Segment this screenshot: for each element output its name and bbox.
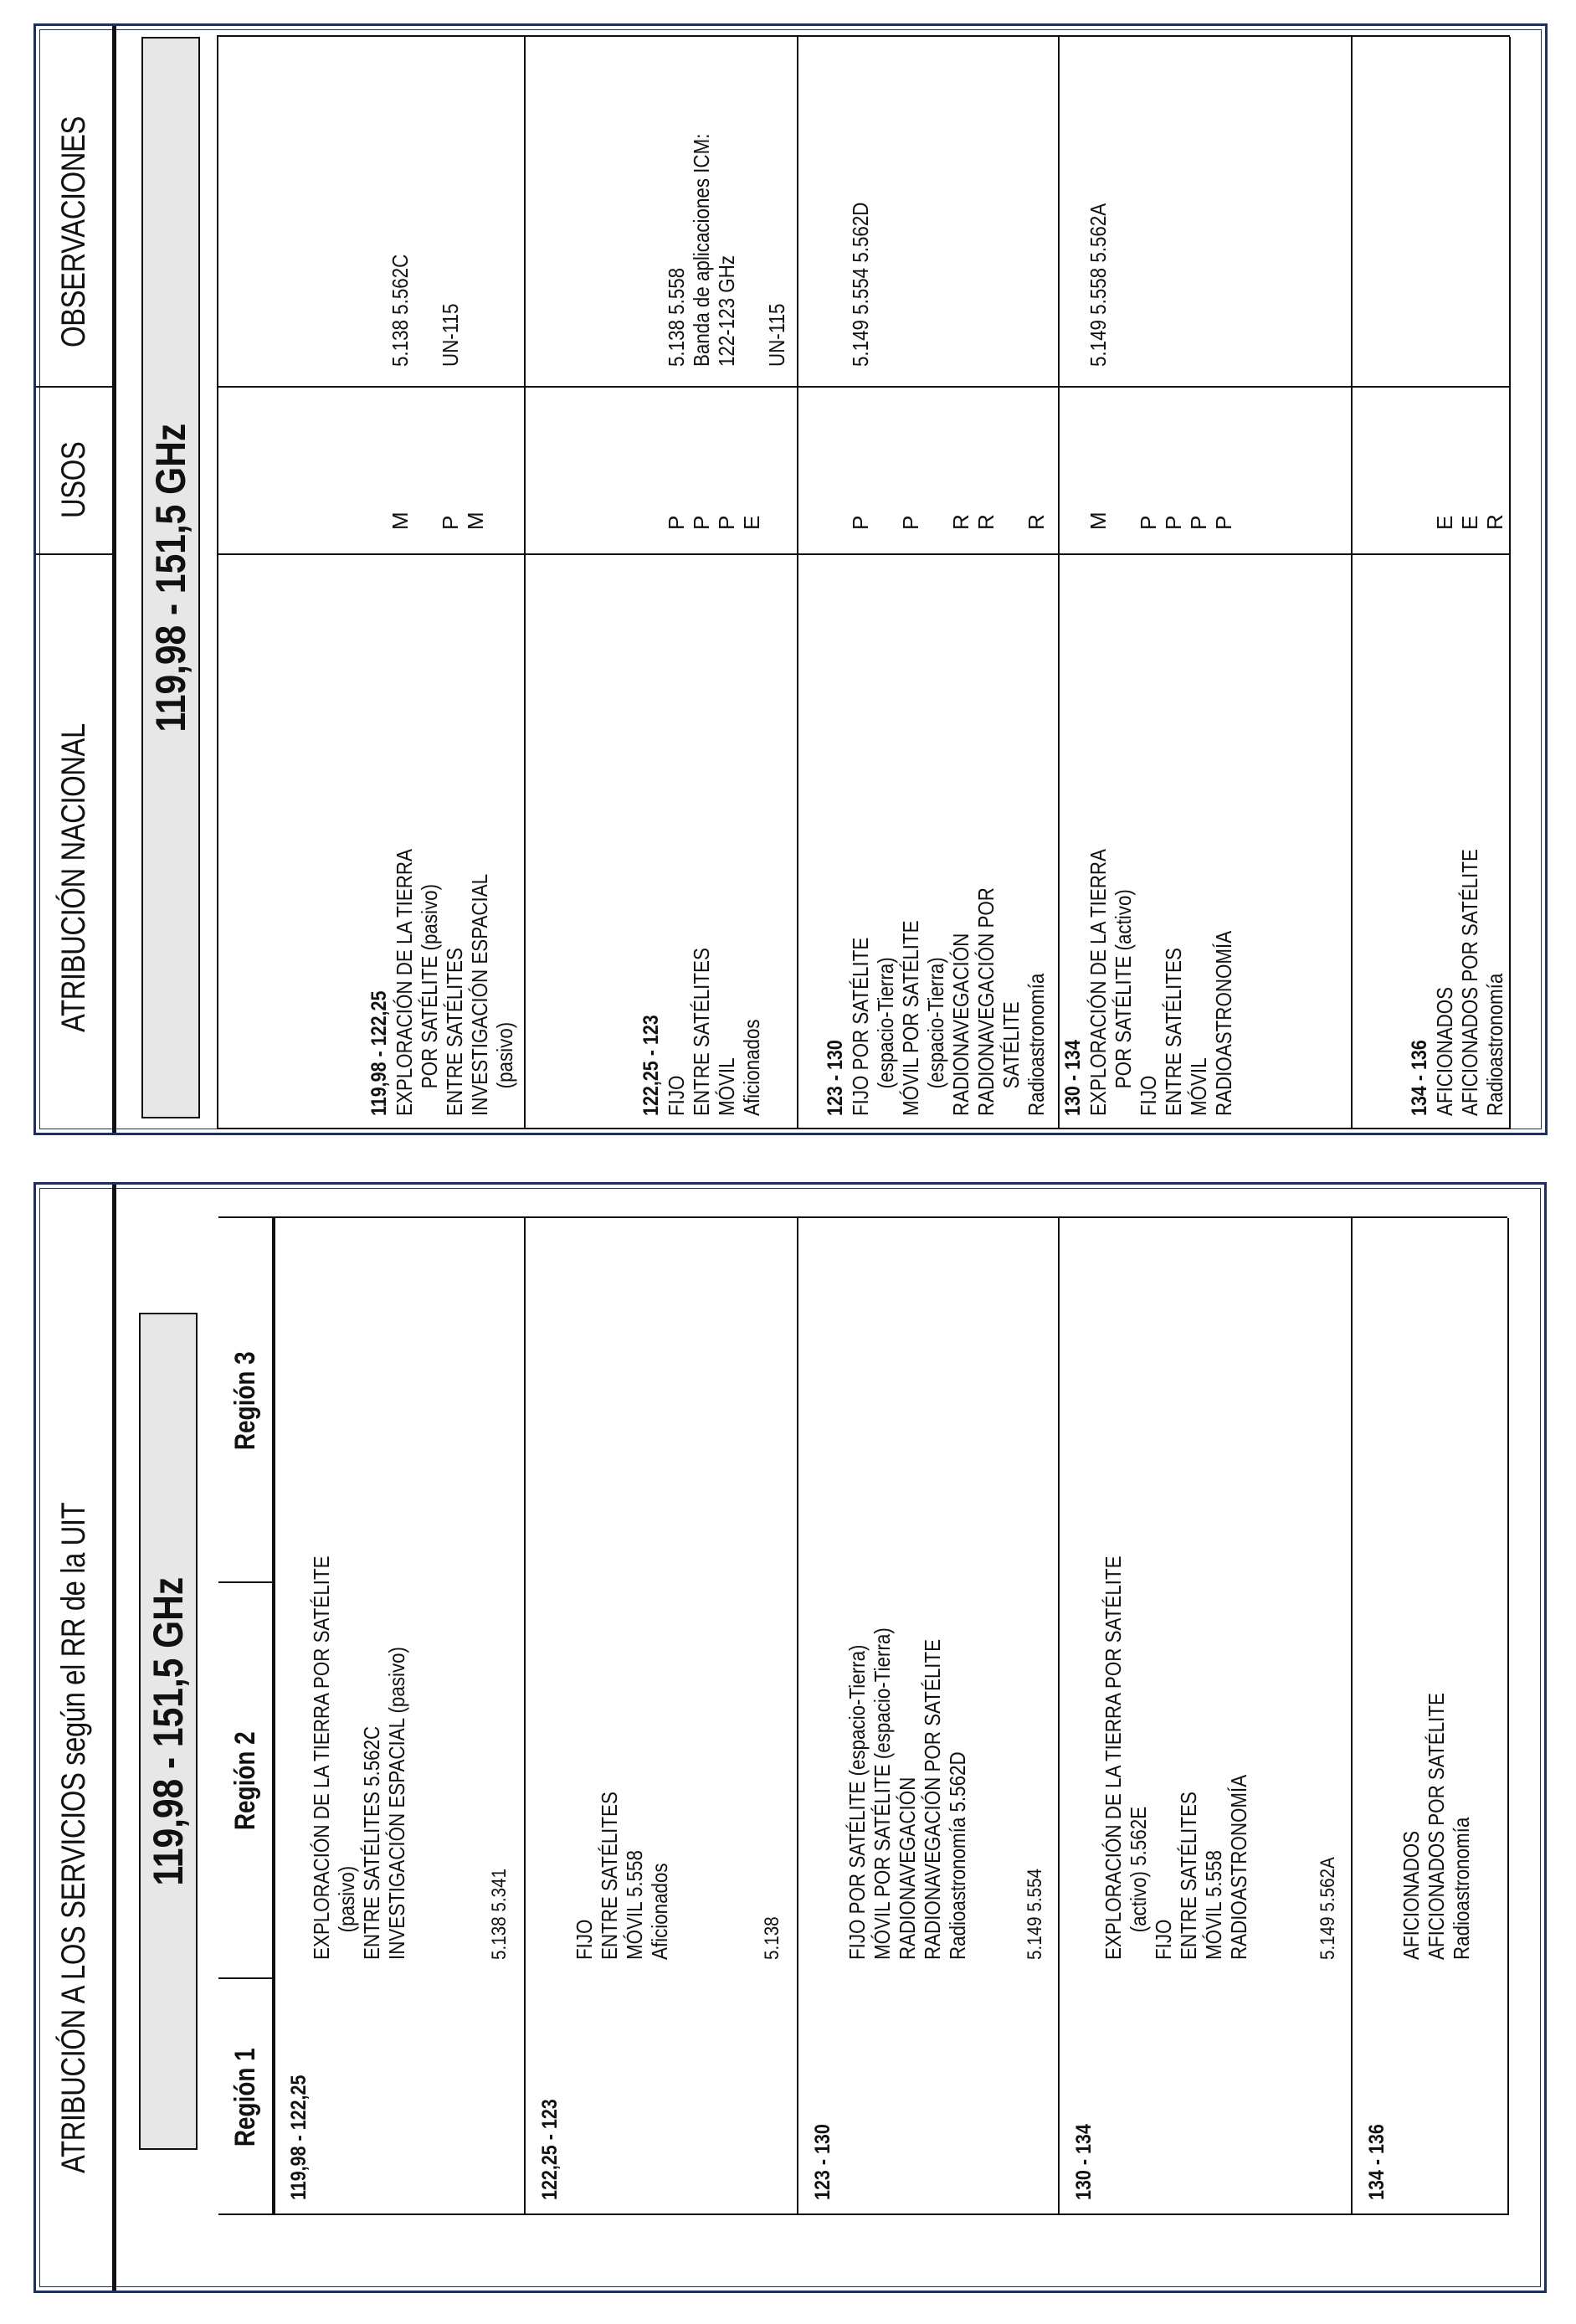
row-divider	[1351, 1218, 1353, 2215]
row-divider	[1351, 37, 1353, 1129]
itu-range-text: 119,98 - 151,5 GHz	[145, 1576, 192, 1886]
national-band: 119,98 - 122,25 EXPLORACIÓN DE LA TIERRA POR SATÉLITE (pasivo) ENTRE SATÉLITES INVESTIGACIÓN ESPACIAL (pasivo)	[367, 849, 517, 1116]
band-label: 122,25 - 123	[538, 2099, 562, 2200]
table-top-border	[274, 1218, 275, 2215]
table-left-border	[217, 1128, 1510, 1129]
band-allocation: FIJO ENTRE SATÉLITES MÓVIL 5.558 Aficionados	[572, 1792, 672, 1960]
observations: 5.138 5.558 Banda de aplicaciones ICM: 122-123 GHz UN-115	[664, 133, 789, 367]
col-divider	[218, 1977, 274, 1979]
table-top-border	[217, 37, 218, 1129]
itu-panel-title	[36, 1185, 116, 2291]
band-label: 119,98 - 122,25	[287, 2075, 311, 2200]
band-label: 130 - 134	[1072, 2124, 1096, 2200]
col-region-1: Región 1	[218, 1979, 274, 2215]
observations: 5.138 5.562C UN-115	[388, 254, 463, 367]
band-allocation: EXPLORACIÓN DE LA TIERRA POR SATÉLITE (pasivo) ENTRE SATÉLITES 5.562C INVESTIGACIÓN ESPACIAL (pasivo)	[309, 1555, 409, 1960]
usos-codes: P P P E	[664, 515, 764, 530]
col-divider-usos	[217, 553, 1510, 555]
band-label: 123 - 130	[811, 2124, 834, 2200]
national-band: 130 - 134 EXPLORACIÓN DE LA TIERRA POR SATÉLITE (activo) FIJO ENTRE SATÉLITES MÓVIL RADIOASTRONOMÍA	[1061, 849, 1236, 1116]
col-region-3: Región 3	[218, 1218, 274, 1583]
row-divider	[524, 1218, 526, 2215]
observations: 5.149 5.554 5.562D	[848, 202, 873, 367]
band-footnotes: 5.138 5.341	[488, 1868, 511, 1960]
col-region-2: Región 2	[218, 1583, 274, 1979]
band-footnotes: 5.138	[761, 1916, 783, 1960]
row-divider	[797, 37, 798, 1129]
col-divider	[218, 1581, 274, 1583]
national-allocation-panel	[33, 23, 1548, 1135]
national-panel-header	[36, 26, 116, 1133]
usos-codes: M P M	[388, 512, 488, 530]
table-left-border	[218, 2213, 1507, 2215]
table-bottom-border	[1507, 1218, 1509, 2215]
band-label: 134 - 136	[1365, 2124, 1389, 2200]
col-divider-obs	[217, 386, 1510, 388]
band-allocation: AFICIONADOS AFICIONADOS POR SATÉLITE Radioastronomía	[1399, 1693, 1474, 1960]
table-bottom-border	[1509, 37, 1511, 1129]
band-allocation: FIJO POR SATÉLITE (espacio-Tierra) MÓVIL POR SATÉLITE (espacio-Tierra) RADIONAVEGACIÓN RADIONAVEGACIÓN POR SATÉLITE Radioastronomía 5.562D	[844, 1627, 970, 1960]
row-divider	[1058, 1218, 1060, 2215]
national-range-text: 119,98 - 151,5 GHz	[147, 423, 194, 733]
usos-codes: M P P P P	[1086, 512, 1236, 530]
header-usos: USOS	[55, 441, 92, 518]
row-divider	[524, 37, 526, 1129]
itu-range-bar	[139, 1313, 198, 2150]
national-band: 123 - 130 FIJO POR SATÉLITE (espacio-Tierra) MÓVIL POR SATÉLITE (espacio-Tierra) RADIONAVEGACIÓN RADIONAVEGACIÓN POR SATÉLITE Radioastronomía	[824, 887, 1049, 1116]
band-footnotes: 5.149 5.562A	[1317, 1857, 1339, 1960]
band-footnotes: 5.149 5.554	[1024, 1868, 1046, 1960]
band-allocation: EXPLORACIÓN DE LA TIERRA POR SATÉLITE (activo) 5.562E FIJO ENTRE SATÉLITES MÓVIL 5.558 RADIOASTRONOMÍA	[1101, 1555, 1251, 1960]
header-observaciones: OBSERVACIONES	[55, 116, 92, 348]
national-range-bar	[141, 37, 200, 1118]
usos-codes: E E R	[1432, 514, 1507, 530]
row-divider	[1058, 37, 1060, 1129]
usos-codes: P P R R R	[848, 514, 1049, 530]
table-right-border	[217, 35, 1510, 37]
header-atribucion-nacional: ATRIBUCIÓN NACIONAL	[55, 723, 92, 1032]
table-right-border	[218, 1216, 1507, 1218]
observations: 5.149 5.558 5.562A	[1086, 203, 1111, 367]
national-band: 134 - 136 AFICIONADOS AFICIONADOS POR SATÉLITE Radioastronomía	[1408, 849, 1507, 1116]
national-band: 122,25 - 123 FIJO ENTRE SATÉLITES MÓVIL Aficionados	[639, 948, 764, 1116]
itu-panel-title-text: ATRIBUCIÓN A LOS SERVICIOS según el RR de la UIT	[55, 1502, 92, 2173]
itu-allocation-panel	[33, 1182, 1547, 2293]
row-divider	[797, 1218, 798, 2215]
